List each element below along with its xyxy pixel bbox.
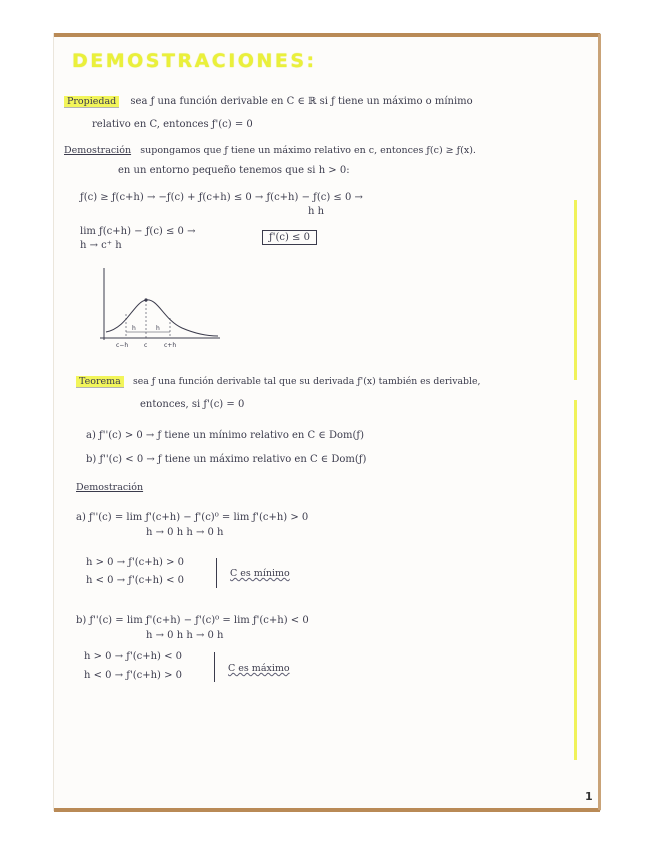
graph-h-left: h — [132, 325, 136, 332]
demo1-result-box-wrap — [262, 232, 317, 243]
demo2-a-sub: h → 0 h h → 0 h — [146, 527, 224, 538]
demo2-a-equation: a) ƒ''(c) = lim ƒ'(c+h) − ƒ'(c)⁰ = lim ƒ'(c+h) > 0 — [76, 512, 309, 523]
theorem-line-2: entonces, si ƒ'(c) = 0 — [140, 399, 245, 410]
demo2-label-wrap — [76, 482, 143, 493]
page-title: DEMOSTRACIONES: — [72, 50, 317, 72]
demo1-line-1: supongamos que ƒ tiene un máximo relativo en c, entonces ƒ(c) ≥ ƒ(x). — [140, 145, 476, 156]
demo2-b-sub: h → 0 h h → 0 h — [146, 630, 224, 641]
graph-max-point — [144, 298, 147, 301]
demo2-b-case-1: h > 0 → ƒ'(c+h) < 0 — [84, 651, 183, 662]
theorem-label: Teorema — [76, 376, 124, 388]
graph-curve — [106, 300, 218, 336]
page-number: 1 — [585, 790, 593, 803]
demo2-b-conclusion-wrap — [228, 663, 290, 674]
demo2-b-bracket — [214, 652, 215, 682]
demo1-limit-sub: h → c⁺ h — [80, 240, 122, 251]
property-label: Propiedad — [64, 96, 119, 108]
demo2-a-case-1: h > 0 → ƒ'(c+h) > 0 — [86, 557, 185, 568]
theorem-case-b: b) ƒ''(c) < 0 → ƒ tiene un máximo relativo en C ∈ Dom(ƒ) — [86, 454, 367, 465]
curve-graph — [92, 266, 227, 351]
graph-h-right: h — [156, 325, 160, 332]
demo2-b-case-2: h < 0 → ƒ'(c+h) > 0 — [84, 670, 183, 681]
demo1-label: Demostración — [64, 145, 132, 156]
graph-tick-right: c+h — [164, 342, 177, 349]
paper-edge-top — [54, 33, 600, 37]
demo1-inequality: ƒ(c) ≥ ƒ(c+h) → −ƒ(c) + ƒ(c+h) ≤ 0 → ƒ(c+h) − ƒ(c) ≤ 0 → — [80, 192, 363, 203]
graph-tick-left: c−h — [116, 342, 129, 349]
theorem-case-a: a) ƒ''(c) > 0 → ƒ tiene un mínimo relativo en C ∈ Dom(ƒ) — [86, 430, 364, 441]
paper-edge-bottom — [54, 808, 600, 812]
paper-edge-right — [598, 34, 601, 810]
demo2-b-conclusion: C es máximo — [228, 663, 290, 674]
demo1-line-2: en un entorno pequeño tenemos que si h > 0: — [118, 165, 350, 176]
demo2-a-bracket — [216, 558, 217, 588]
demo2-b-equation: b) ƒ''(c) = lim ƒ'(c+h) − ƒ'(c)⁰ = lim ƒ'(c+h) < 0 — [76, 615, 309, 626]
theorem-line-1: sea ƒ una función derivable tal que su derivada ƒ'(x) también es derivable, — [132, 376, 481, 387]
property-row-1 — [64, 96, 473, 107]
demo2-label: Demostración — [76, 482, 144, 493]
demo2-a-case-2: h < 0 → ƒ'(c+h) < 0 — [86, 575, 185, 586]
highlight-bar-bottom — [574, 400, 577, 760]
graph-tick-mid: c — [144, 342, 148, 349]
property-line-1: sea ƒ una función derivable en C ∈ ℝ si ƒ tiene un máximo o mínimo — [130, 96, 473, 107]
demo1-limit: lim ƒ(c+h) − ƒ(c) ≤ 0 → — [80, 226, 196, 237]
property-line-2: relativo en C, entonces ƒ'(c) = 0 — [92, 119, 253, 130]
demo1-inequality-denominator: h h — [308, 206, 325, 217]
demo1-row-1 — [64, 145, 476, 156]
demo2-a-conclusion-wrap — [230, 568, 290, 579]
highlight-bar-top — [574, 200, 577, 380]
demo2-a-conclusion: C es mínimo — [230, 568, 290, 579]
theorem-row-1 — [76, 376, 480, 387]
demo1-result-box: ƒ'(c) ≤ 0 — [262, 230, 317, 245]
